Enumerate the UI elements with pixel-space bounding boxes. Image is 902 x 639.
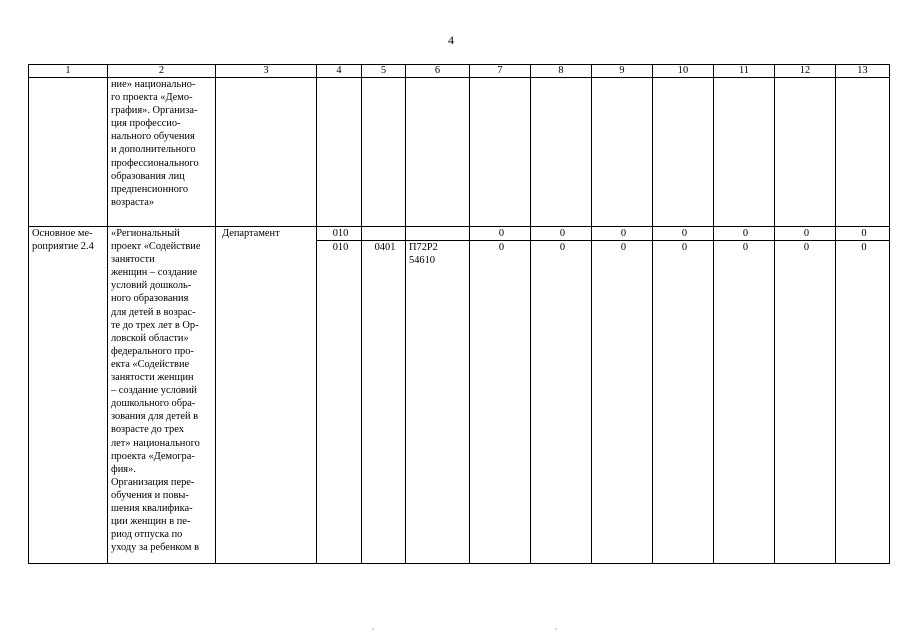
- page-number: 4: [448, 33, 454, 47]
- text-line: возрасте до трех: [111, 424, 184, 436]
- column-number: 6: [406, 65, 470, 78]
- text-line: профессионального: [111, 157, 199, 169]
- text-line: ция профессио-: [111, 118, 181, 130]
- value-cell: 0: [531, 241, 592, 564]
- column-number: 7: [470, 65, 531, 78]
- text-line: зования для детей в: [111, 411, 199, 423]
- text-line: обучения и повы-: [111, 489, 189, 501]
- continuation-col1: [29, 78, 108, 227]
- text-line: Основное ме-: [32, 228, 93, 239]
- text-line: ние» национально-: [111, 79, 196, 90]
- value-cell: 0: [470, 241, 531, 564]
- measure-row-2-4: [29, 227, 890, 241]
- text-line: – создание условий: [111, 385, 197, 397]
- code-grbs: 010: [317, 241, 362, 564]
- text-line: ного образования: [111, 293, 189, 305]
- value-cell: 0: [775, 241, 836, 564]
- text-line: лет» национального: [111, 437, 200, 449]
- value-cell: 0: [714, 241, 775, 564]
- measure-description: [108, 227, 216, 564]
- code-target-item: [406, 227, 470, 241]
- text-line: графия». Организа-: [111, 105, 198, 117]
- value-cell: 0: [592, 227, 653, 241]
- text-line: ции женщин в пе-: [111, 516, 191, 528]
- code-target-item: П72Р2 54610: [406, 241, 470, 564]
- column-number: 5: [362, 65, 406, 78]
- text-line: го проекта «Демо-: [111, 92, 193, 104]
- responsible-executor: Департамент: [216, 227, 317, 564]
- text-line: проекта «Демогра-: [111, 450, 195, 462]
- text-line: возраста»: [111, 196, 155, 208]
- code-grbs: 010: [317, 227, 362, 241]
- column-number: 11: [714, 65, 775, 78]
- text-line: риод отпуска по: [111, 529, 183, 541]
- code-section: [362, 227, 406, 241]
- column-number: 13: [836, 65, 890, 78]
- text-line: женщин – создание: [111, 267, 198, 279]
- value-cell: 0: [531, 227, 592, 241]
- value-cell: 0: [653, 227, 714, 241]
- scan-speck: [372, 628, 374, 630]
- value-cell: 0: [470, 227, 531, 241]
- value-cell: 0: [714, 227, 775, 241]
- column-number: 3: [216, 65, 317, 78]
- column-number: 2: [108, 65, 216, 78]
- value-cell: 0: [836, 241, 890, 564]
- text-line: проект «Содействие: [111, 241, 201, 253]
- text-line: образования лиц: [111, 170, 185, 182]
- column-number: 1: [29, 65, 108, 78]
- text-line: Организация пере-: [111, 476, 195, 488]
- measure-label: [29, 227, 108, 564]
- column-number: 10: [653, 65, 714, 78]
- text-line: и дополнительного: [111, 144, 196, 156]
- text-line: ловской области»: [111, 332, 189, 344]
- text-line: фия».: [111, 463, 136, 475]
- continuation-description: [108, 78, 216, 227]
- column-number: 8: [531, 65, 592, 78]
- text-line: шения квалифика-: [111, 502, 193, 514]
- text-line: екта «Содействие: [111, 358, 190, 370]
- text-line: те до трех лет в Ор-: [111, 319, 199, 331]
- text-line: «Региональный: [111, 228, 180, 239]
- value-cell: 0: [775, 227, 836, 241]
- text-line: условий дошколь-: [111, 280, 192, 292]
- text-line: дошкольного обра-: [111, 398, 196, 410]
- text-line: федерального про-: [111, 345, 194, 357]
- text-line: занятости: [111, 254, 155, 266]
- column-number: 4: [317, 65, 362, 78]
- text-line: роприятие 2.4: [32, 241, 94, 253]
- text-line: нального обучения: [111, 131, 195, 143]
- column-number: 12: [775, 65, 836, 78]
- value-cell: 0: [592, 241, 653, 564]
- scan-speck: [555, 628, 557, 630]
- budget-table: [28, 64, 890, 564]
- text-line: занятости женщин: [111, 372, 194, 384]
- text-line: для детей в возрас-: [111, 306, 196, 318]
- value-cell: 0: [653, 241, 714, 564]
- code-section: 0401: [362, 241, 406, 564]
- column-number-header-row: [29, 65, 890, 78]
- text-line: предпенсионного: [111, 183, 189, 195]
- value-cell: 0: [836, 227, 890, 241]
- column-number: 9: [592, 65, 653, 78]
- text-line: уходу за ребенком в: [111, 542, 200, 554]
- continuation-row: [29, 78, 890, 227]
